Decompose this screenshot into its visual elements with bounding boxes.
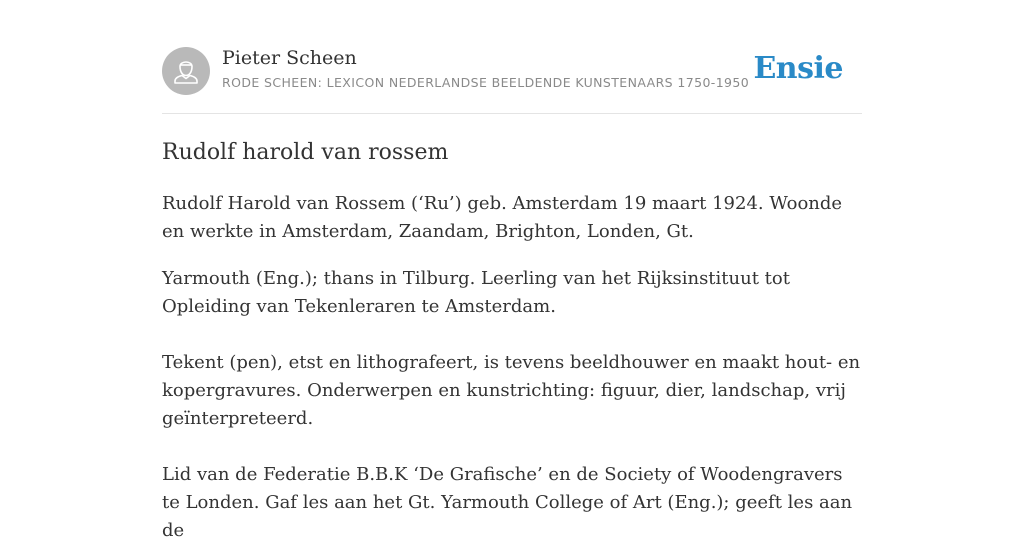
author-name[interactable]: Pieter Scheen <box>222 47 357 69</box>
paragraph: Tekent (pen), etst en lithografeert, is tevens beeldhouwer en maakt hout- en kopergravures. Onderwerpen en kunstrichting: figuur, dier, landschap, vrij geïnterpreteerd. <box>162 352 861 429</box>
user-placeholder-icon <box>162 47 210 95</box>
article-body <box>162 190 862 545</box>
paragraph: Yarmouth (Eng.); thans in Tilburg. Leerling van het Rijksinstituut tot Opleiding van Tekenleraren te Amsterdam. <box>162 268 790 317</box>
author-avatar <box>162 47 210 95</box>
header-divider <box>162 113 862 114</box>
paragraph: Rudolf Harold van Rossem (‘Ru’) geb. Amsterdam 19 maart 1924. Woonde en werkte in Amsterdam, Zaandam, Brighton, Londen, Gt. <box>162 193 843 242</box>
source-label[interactable]: RODE SCHEEN: LEXICON NEDERLANDSE BEELDENDE KUNSTENAARS 1750-1950 <box>222 75 750 90</box>
article-title: Rudolf harold van rossem <box>162 140 449 165</box>
ensie-logo[interactable]: Ensie <box>753 51 843 86</box>
article-header <box>162 46 862 96</box>
paragraph: Lid van de Federatie B.B.K ‘De Grafische’ en de Society of Woodengravers te Londen. Gaf les aan het Gt. Yarmouth College of Art (Eng.); geeft les aan de <box>162 464 853 541</box>
